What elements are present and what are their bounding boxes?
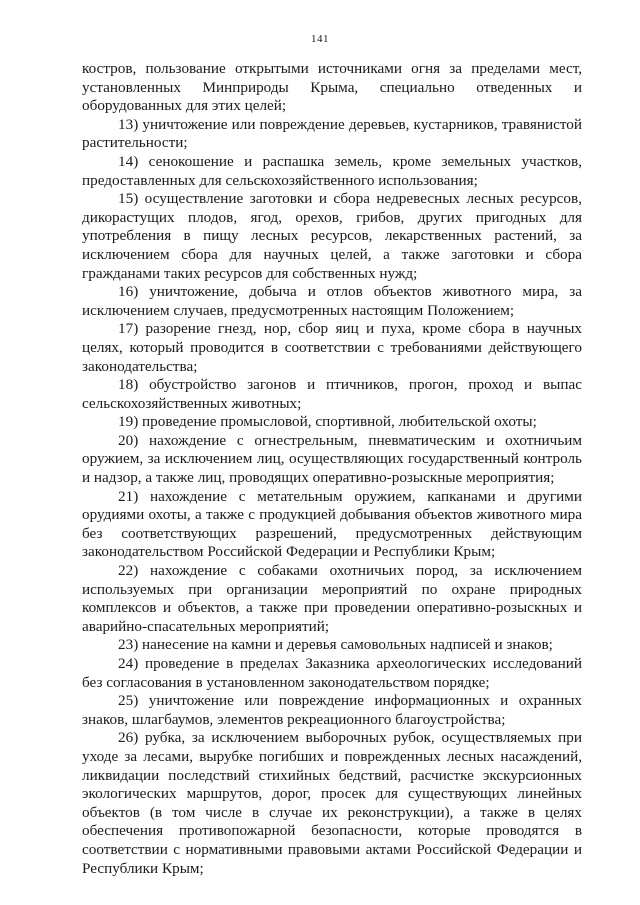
list-item-17: 17) разорение гнезд, нор, сбор яиц и пуха, кроме сбора в научных целях, который проводится в соответствии с требованиями действующего законодательства; (82, 320, 582, 375)
list-item-19: 19) проведение промысловой, спортивной, любительской охоты; (118, 413, 537, 431)
list-item-15: 15) осуществление заготовки и сбора недревесных лесных ресурсов, дикорастущих плодов, ягод, орехов, грибов, других пригодных для употребления в пищу лесных ресурсов, лекарственных растений, за исключением сбора для научных целей, а также заготовки и сбора гражданами таких ресурсов для собственных нужд; (82, 190, 582, 282)
list-item-26: 26) рубка, за исключением выборочных рубок, осуществляемых при уходе за лесами, вырубке погибших и поврежденных лесных насаждений, ликвидации последствий стихийных бедствий, расчистке экскурсионных экологических маршрутов, дорог, просек для существующих линейных объектов (в том числе в случае их реконструкции), а также в целях обеспечения противопожарной безопасности, которые проводятся в соответствии с нормативными правовыми актами Российской Федерации и Республики Крым; (82, 729, 582, 877)
list-item-18: 18) обустройство загонов и птичников, прогон, проход и выпас сельскохозяйственных животных; (82, 376, 582, 412)
list-item-16: 16) уничтожение, добыча и отлов объектов животного мира, за исключением случаев, предусмотренных настоящим Положением; (82, 283, 582, 319)
list-item-22: 22) нахождение с собаками охотничьих пород, за исключением используемых при организации мероприятий по охране природных комплексов и объектов, а также при проведении оперативно-розыскных и аварийно-спасательных мероприятий; (82, 562, 582, 635)
list-item-25: 25) уничтожение или повреждение информационных и охранных знаков, шлагбаумов, элементов рекреационного благоустройства; (82, 692, 582, 728)
list-item-14: 14) сенокошение и распашка земель, кроме земельных участков, предоставленных для сельскохозяйственного использования; (82, 152, 582, 189)
document-body (82, 60, 582, 878)
page-number: 141 (311, 33, 329, 45)
list-item-21: 21) нахождение с метательным оружием, капканами и другими орудиями охоты, а также с продукцией добывания объектов животного мира без соответствующих разрешений, предусмотренных действующим законодательством Российской Федерации и Республики Крым; (82, 487, 582, 561)
list-item-23: 23) нанесение на камни и деревья самовольных надписей и знаков; (118, 636, 553, 654)
paragraph-continuation: костров, пользование открытыми источниками огня за пределами мест, установленных Минприроды Крыма, специально отведенных и оборудованных для этих целей; (82, 60, 582, 115)
list-item-24: 24) проведение в пределах Заказника археологических исследований без согласования в установленном законодательством порядке; (82, 655, 582, 691)
list-item-13: 13) уничтожение или повреждение деревьев, кустарников, травянистой растительности; (82, 115, 582, 152)
list-item-20: 20) нахождение с огнестрельным, пневматическим и охотничьим оружием, за исключением лиц, осуществляющих государственный контроль и надзор, а также лиц, проводящих оперативно-розыскные мероприятия; (82, 431, 582, 487)
